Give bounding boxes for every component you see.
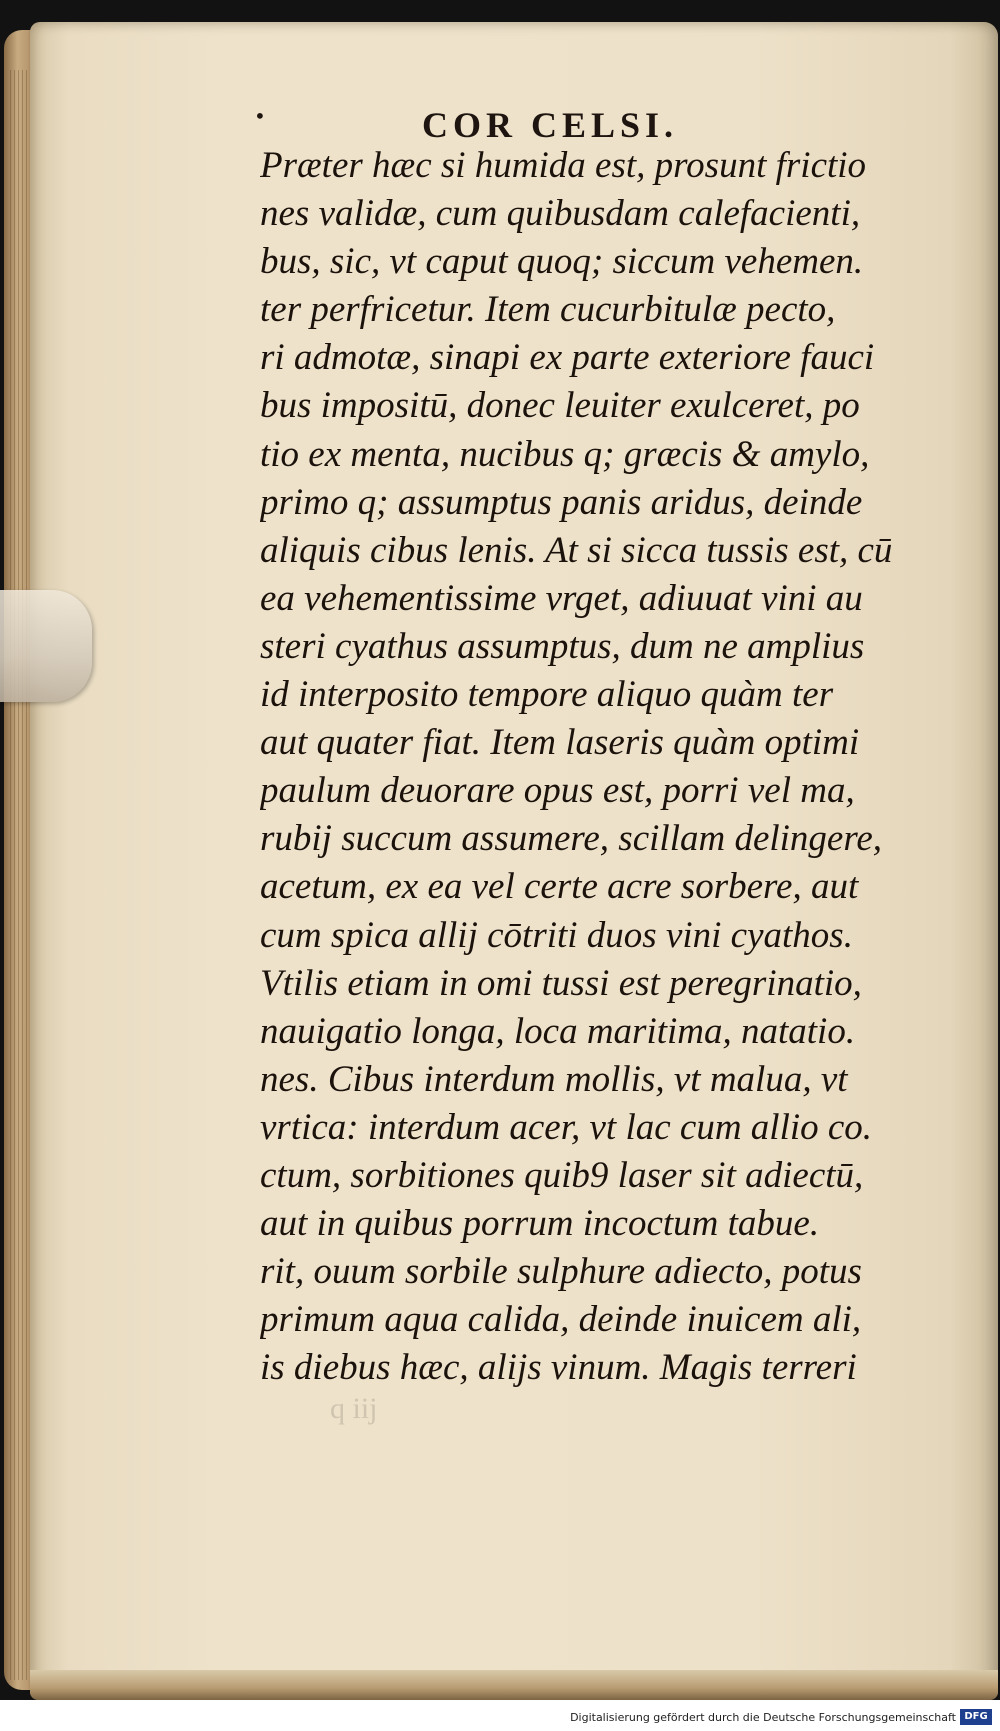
text-line: cum spica allij cōtriti duos vini cyathos.: [260, 914, 853, 956]
digitization-credit: Digitalisierung gefördert durch die Deutsche Forschungsgemeinschaft: [570, 1711, 956, 1724]
printer-mark: •: [254, 104, 266, 128]
text-line: rubij succum assumere, scillam delingere,: [260, 818, 883, 860]
text-line: rit, ouum sorbile sulphure adiecto, potus: [260, 1251, 862, 1293]
dfg-logo: DFG: [960, 1709, 992, 1725]
text-line: nauigatio longa, loca maritima, natatio.: [260, 1010, 856, 1052]
running-head: COR CELSI.: [421, 105, 679, 145]
text-line: ea vehementissime vrget, adiuuat vini au: [260, 577, 863, 619]
text-line: bus, sic, vt caput quoq; siccum vehemen.: [260, 241, 864, 283]
page-bottom-edge: [30, 1670, 998, 1700]
text-line: Præter hæc si humida est, prosunt frictio: [260, 145, 867, 186]
text-line: nes validæ, cum quibusdam calefacienti,: [260, 193, 861, 235]
text-line: ri admotæ, sinapi ex parte exteriore fauci: [260, 337, 875, 379]
show-through-ghost: q iij: [330, 1392, 378, 1425]
text-line: ctum, sorbitiones quib9 laser sit adiectū,: [260, 1154, 864, 1196]
bookmark-tab: [0, 590, 92, 702]
text-line: ter perfricetur. Item cucurbitulæ pecto,: [260, 289, 836, 331]
body-text: [260, 142, 960, 1392]
text-line: nes. Cibus interdum mollis, vt malua, vt: [260, 1058, 848, 1100]
text-line: acetum, ex ea vel certe acre sorbere, aut: [260, 866, 859, 908]
text-line: paulum deuorare opus est, porri vel ma,: [260, 770, 855, 812]
text-line: bus impositū, donec leuiter exulceret, po: [260, 385, 860, 427]
text-line: primum aqua calida, deinde inuicem ali,: [260, 1299, 862, 1341]
text-line: steri cyathus assumptus, dum ne amplius: [260, 625, 865, 667]
text-line: is diebus hæc, alijs vinum. Magis terreri: [260, 1347, 857, 1389]
text-line: tio ex menta, nucibus q; græcis & amylo,: [260, 433, 870, 475]
text-line: aliquis cibus lenis. At si sicca tussis est, cū: [260, 529, 893, 571]
text-line: aut quater fiat. Item laseris quàm optimi: [260, 722, 860, 764]
text-line: primo q; assumptus panis aridus, deinde: [260, 481, 863, 523]
text-line: Vtilis etiam in omi tussi est peregrinatio,: [260, 962, 862, 1004]
text-line: aut in quibus porrum incoctum tabue.: [260, 1203, 820, 1245]
text-line: id interposito tempore aliquo quàm ter: [260, 674, 834, 716]
text-line: vrtica: interdum acer, vt lac cum allio co.: [260, 1106, 873, 1148]
